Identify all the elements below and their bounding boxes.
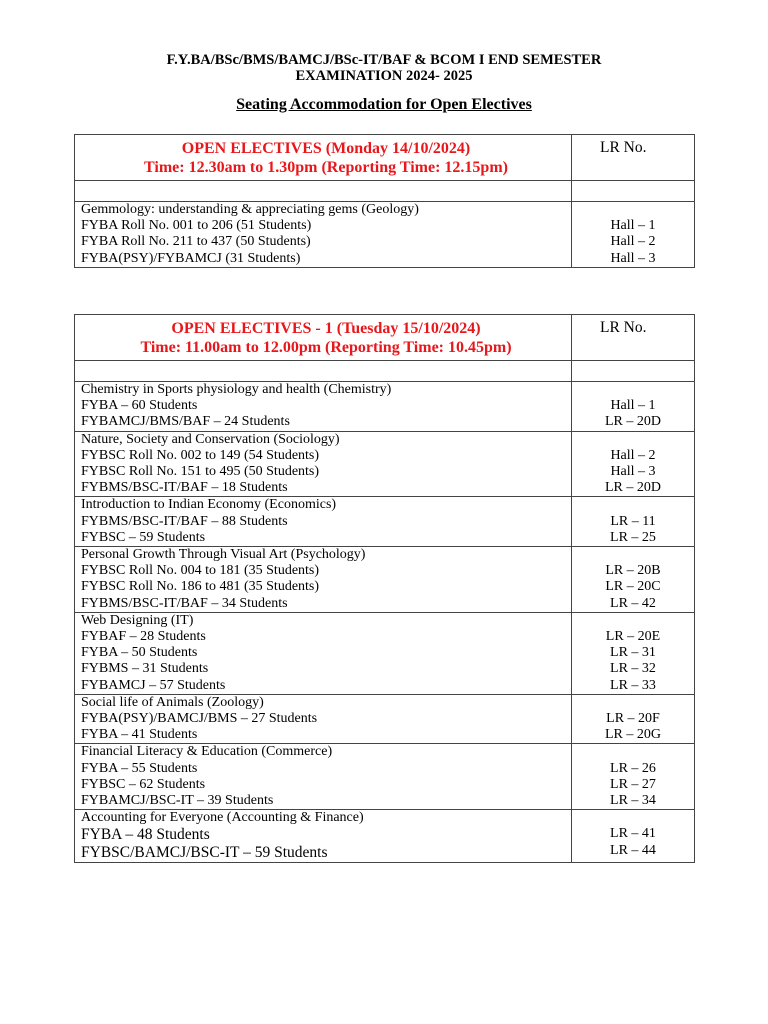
lr-spacer bbox=[572, 382, 694, 398]
lr-allocation-cell bbox=[572, 382, 695, 432]
student-group-line: FYBA Roll No. 001 to 206 (51 Students) bbox=[81, 218, 312, 234]
lr-allocation-cell bbox=[572, 202, 695, 268]
lr-spacer bbox=[572, 695, 694, 711]
lr-number: Hall – 3 bbox=[610, 250, 656, 266]
session-heading: OPEN ELECTIVES (Monday 14/10/2024) bbox=[181, 140, 471, 157]
lr-number: LR – 32 bbox=[610, 661, 656, 677]
lr-spacer bbox=[572, 810, 694, 826]
lr-number: LR – 20D bbox=[605, 414, 661, 430]
exam-title-line-1: F.Y.BA/BSc/BMS/BAMCJ/BSc-IT/BAF & BCOM I END SEMESTER bbox=[166, 52, 602, 68]
elective-details-cell bbox=[75, 810, 572, 863]
student-group-line: FYBSC/BAMCJ/BSC-IT – 59 Students bbox=[81, 844, 328, 862]
lr-number: LR – 20D bbox=[605, 480, 661, 496]
student-group-line: FYBSC Roll No. 002 to 149 (54 Students) bbox=[81, 447, 320, 463]
lr-number: LR – 11 bbox=[610, 513, 656, 529]
lr-spacer bbox=[572, 547, 694, 563]
lr-number: LR – 34 bbox=[610, 793, 656, 809]
elective-subject: Nature, Society and Conservation (Sociology) bbox=[81, 431, 340, 447]
lr-number: Hall – 1 bbox=[610, 398, 656, 414]
elective-subject: Accounting for Everyone (Accounting & Finance) bbox=[81, 810, 364, 826]
student-group-line: FYBSC – 59 Students bbox=[81, 529, 206, 545]
lr-column-header: LR No. bbox=[572, 135, 695, 181]
lr-allocation-cell bbox=[572, 810, 695, 863]
lr-number: Hall – 1 bbox=[610, 218, 656, 234]
elective-details-cell bbox=[75, 694, 572, 744]
elective-subject: Chemistry in Sports physiology and health (Chemistry) bbox=[81, 382, 392, 397]
lr-number: LR – 20B bbox=[605, 563, 661, 579]
document-header bbox=[0, 52, 768, 114]
elective-group-row bbox=[75, 547, 695, 613]
lr-allocation-cell bbox=[572, 497, 695, 547]
elective-group-row bbox=[75, 810, 695, 863]
student-group-line: FYBA(PSY)/FYBAMCJ (31 Students) bbox=[81, 250, 301, 266]
blank-row bbox=[75, 361, 695, 382]
student-group-line: FYBA(PSY)/BAMCJ/BMS – 27 Students bbox=[81, 711, 318, 727]
table-tuesday-electives bbox=[74, 314, 695, 863]
lr-number: LR – 20E bbox=[605, 629, 661, 645]
elective-subject: Financial Literacy & Education (Commerce) bbox=[81, 744, 333, 760]
elective-subject: Web Designing (IT) bbox=[81, 612, 194, 628]
lr-number: LR – 42 bbox=[610, 595, 656, 611]
elective-group-row bbox=[75, 612, 695, 694]
lr-spacer bbox=[572, 744, 694, 760]
student-group-line: FYBSC Roll No. 186 to 481 (35 Students) bbox=[81, 579, 320, 595]
student-group-line: FYBMS – 31 Students bbox=[81, 661, 209, 677]
elective-group-row bbox=[75, 497, 695, 547]
student-group-line: FYBA – 48 Students bbox=[81, 826, 210, 844]
lr-spacer bbox=[572, 497, 694, 513]
lr-allocation-cell bbox=[572, 744, 695, 810]
elective-details-cell bbox=[75, 382, 572, 432]
lr-spacer bbox=[572, 432, 694, 448]
session-time: Time: 11.00am to 12.00pm (Reporting Time: 10.45pm) bbox=[140, 339, 512, 356]
elective-subject: Social life of Animals (Zoology) bbox=[81, 694, 264, 710]
lr-number: Hall – 3 bbox=[610, 464, 656, 480]
elective-group-row bbox=[75, 431, 695, 497]
lr-allocation-cell bbox=[572, 694, 695, 744]
student-group-line: FYBA Roll No. 211 to 437 (50 Students) bbox=[81, 234, 311, 250]
student-group-line: FYBSC Roll No. 151 to 495 (50 Students) bbox=[81, 464, 320, 480]
elective-details-cell bbox=[75, 497, 572, 547]
elective-details-cell bbox=[75, 744, 572, 810]
student-group-line: FYBAMCJ/BMS/BAF – 24 Students bbox=[81, 414, 290, 430]
student-group-line: FYBA – 50 Students bbox=[81, 645, 198, 661]
table-header-row bbox=[75, 315, 695, 361]
student-group-line: FYBA – 55 Students bbox=[81, 760, 198, 776]
student-group-line: FYBAF – 28 Students bbox=[81, 629, 206, 645]
elective-details-cell bbox=[75, 547, 572, 613]
lr-number: LR – 27 bbox=[610, 776, 656, 792]
exam-title-line-2: EXAMINATION 2024- 2025 bbox=[295, 68, 473, 84]
elective-group-row bbox=[75, 382, 695, 432]
student-group-line: FYBMS/BSC-IT/BAF – 88 Students bbox=[81, 513, 288, 529]
lr-number: LR – 31 bbox=[610, 645, 656, 661]
lr-number: Hall – 2 bbox=[610, 234, 656, 250]
elective-details-cell bbox=[75, 431, 572, 497]
elective-group-row bbox=[75, 694, 695, 744]
student-group-line: FYBMS/BSC-IT/BAF – 34 Students bbox=[81, 595, 288, 611]
lr-number: LR – 20G bbox=[605, 727, 661, 743]
lr-number: LR – 41 bbox=[610, 826, 656, 842]
lr-number: Hall – 2 bbox=[610, 447, 656, 463]
student-group-line: FYBAMCJ – 57 Students bbox=[81, 677, 226, 693]
blank-row bbox=[75, 181, 695, 202]
lr-number: LR – 20F bbox=[606, 711, 660, 727]
table-header-row bbox=[75, 135, 695, 181]
lr-number: LR – 26 bbox=[610, 760, 656, 776]
student-group-line: FYBA – 41 Students bbox=[81, 727, 198, 743]
lr-number: LR – 20C bbox=[605, 579, 661, 595]
elective-details-cell bbox=[75, 612, 572, 694]
student-group-line: FYBSC – 62 Students bbox=[81, 776, 206, 792]
lr-allocation-cell bbox=[572, 612, 695, 694]
seating-subtitle: Seating Accommodation for Open Electives bbox=[236, 96, 532, 113]
elective-subject: Introduction to Indian Economy (Economics) bbox=[81, 497, 337, 513]
student-group-line: FYBAMCJ/BSC-IT – 39 Students bbox=[81, 793, 274, 809]
lr-allocation-cell bbox=[572, 431, 695, 497]
student-group-line: FYBMS/BSC-IT/BAF – 18 Students bbox=[81, 480, 288, 496]
student-group-line: FYBSC Roll No. 004 to 181 (35 Students) bbox=[81, 563, 320, 579]
lr-number: LR – 25 bbox=[610, 529, 656, 545]
session-heading-cell bbox=[75, 315, 572, 361]
session-heading-cell bbox=[75, 135, 572, 181]
elective-details-cell bbox=[75, 202, 572, 268]
lr-column-header: LR No. bbox=[572, 315, 695, 361]
student-group-line: FYBA – 60 Students bbox=[81, 398, 198, 414]
elective-subject: Gemmology: understanding & appreciating gems (Geology) bbox=[81, 202, 419, 217]
lr-allocation-cell bbox=[572, 547, 695, 613]
elective-group-row bbox=[75, 744, 695, 810]
lr-number: LR – 33 bbox=[610, 677, 656, 693]
elective-subject: Personal Growth Through Visual Art (Psychology) bbox=[81, 547, 366, 563]
lr-number: LR – 44 bbox=[610, 842, 656, 858]
elective-group-row bbox=[75, 202, 695, 268]
lr-spacer bbox=[572, 613, 694, 629]
lr-spacer bbox=[572, 202, 694, 218]
session-time: Time: 12.30am to 1.30pm (Reporting Time: 12.15pm) bbox=[144, 159, 508, 176]
session-heading: OPEN ELECTIVES - 1 (Tuesday 15/10/2024) bbox=[171, 320, 481, 337]
table-monday-electives bbox=[74, 134, 695, 268]
